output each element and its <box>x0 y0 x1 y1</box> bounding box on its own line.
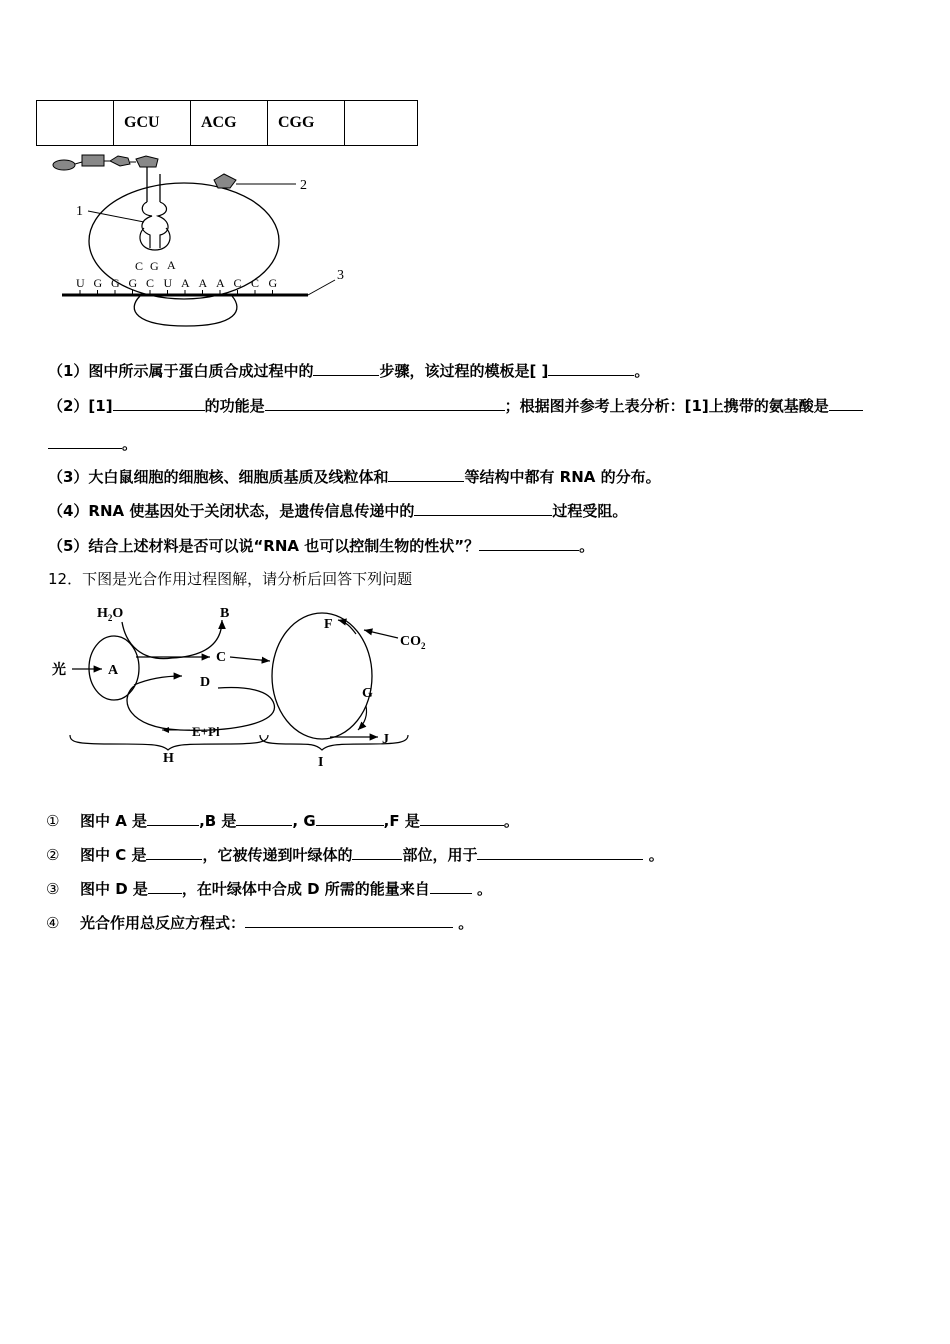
label-2: 2 <box>300 178 307 193</box>
co2-label: $CO_2$ <box>400 634 426 651</box>
question-text: 过程受阻。 <box>552 502 628 520</box>
subquestion-3 <box>46 878 492 899</box>
subquestion-number: ③ <box>46 880 60 898</box>
anticodon-base: A <box>167 258 176 272</box>
answer-blank[interactable] <box>113 396 205 411</box>
label-h: H <box>163 751 174 766</box>
translation-diagram <box>40 150 370 335</box>
question-2 <box>48 395 863 416</box>
question-text: 的功能是 <box>204 397 265 415</box>
question-text: 图中 A 是 <box>80 812 148 830</box>
table-cell <box>37 101 114 146</box>
question-text: （3）大白鼠细胞的细胞核、细胞质基质及线粒体和 <box>48 468 389 486</box>
subquestion-2 <box>46 844 664 865</box>
answer-blank[interactable] <box>829 396 863 411</box>
mrna-base: G <box>93 276 103 290</box>
question-text: 。 <box>579 537 595 555</box>
question-text: 。 <box>634 362 650 380</box>
question-text: 。 <box>471 880 493 898</box>
calvin-cycle <box>272 613 372 739</box>
label-i: I <box>318 755 324 770</box>
label-1: 1 <box>76 204 83 219</box>
answer-blank[interactable] <box>388 467 464 482</box>
answer-blank[interactable] <box>146 845 202 860</box>
subquestion-number: ① <box>46 812 60 830</box>
question-1 <box>48 360 649 381</box>
free-amino-acid <box>214 174 236 188</box>
label-a: A <box>108 663 119 678</box>
label-f: F <box>324 617 333 632</box>
question-3 <box>48 466 661 487</box>
question-text: ,B 是 <box>199 812 237 830</box>
mrna-base: U <box>76 276 85 290</box>
label-d: D <box>200 675 211 690</box>
question-text: , G <box>292 812 316 830</box>
question-text: 部位，用于 <box>402 846 478 864</box>
label-e-pi: E+Pi <box>192 724 220 739</box>
mrna-base: G <box>128 276 138 290</box>
anticodon-base: C <box>135 259 144 273</box>
answer-blank[interactable] <box>265 396 505 411</box>
question-text: ，在叶绿体中合成 D 所需的能量来自 <box>181 880 430 898</box>
question-text: ，它被传递到叶绿体的 <box>202 846 353 864</box>
question-text: ,F 是 <box>383 812 420 830</box>
question-text: 等结构中都有 RNA 的分布。 <box>464 468 661 486</box>
label-j: J <box>382 732 389 747</box>
mrna-base: G <box>268 276 278 290</box>
question-text: （5）结合上述材料是否可以说“RNA 也可以控制生物的性状”？ <box>48 537 480 555</box>
answer-blank[interactable] <box>479 536 579 551</box>
question-text: 。 <box>453 914 474 932</box>
label-c: C <box>216 650 227 665</box>
answer-blank[interactable] <box>313 361 379 376</box>
mrna-base: C <box>251 276 260 290</box>
answer-blank[interactable] <box>148 879 182 894</box>
mrna-base: A <box>198 276 208 290</box>
question-text: ；根据图并参考上表分析：[1]上携带的氨基酸是 <box>504 397 829 415</box>
answer-blank[interactable] <box>420 811 504 826</box>
question-text: 。 <box>122 435 138 453</box>
label-b: B <box>220 606 230 621</box>
h2o-label: $H_2O$ <box>97 606 124 623</box>
amino-acid-3 <box>110 156 130 166</box>
answer-blank[interactable] <box>316 811 384 826</box>
mrna-base: C <box>233 276 242 290</box>
amino-acid-1 <box>53 160 75 170</box>
table-cell: CGG <box>268 101 345 146</box>
answer-blank[interactable] <box>236 811 292 826</box>
question-4 <box>48 500 627 521</box>
answer-blank[interactable] <box>548 361 634 376</box>
question-2-cont <box>48 433 137 454</box>
question-text: 光合作用总反应方程式： <box>80 914 246 932</box>
ribosome-small-subunit <box>134 296 237 326</box>
question-text: 图中 C 是 <box>80 846 147 864</box>
question-text: （2）[1] <box>48 397 113 415</box>
question-text: （1）图中所示属于蛋白质合成过程中的 <box>48 362 314 380</box>
table-cell: ACG <box>191 101 268 146</box>
question-text: 步骤，该过程的模板是[ ] <box>379 362 549 380</box>
mrna-base: G <box>111 276 120 290</box>
question-12-title: 12．下图是光合作用过程图解，请分析后回答下列问题 <box>48 570 413 588</box>
table-row <box>37 101 418 146</box>
mrna-base: C <box>146 276 155 290</box>
table-cell <box>345 101 418 146</box>
answer-blank[interactable] <box>147 811 199 826</box>
question-text: 。 <box>643 846 664 864</box>
subquestion-number: ④ <box>46 914 60 932</box>
label-g: G <box>362 686 373 701</box>
label-3: 3 <box>337 268 344 283</box>
question-5 <box>48 535 594 556</box>
photosynthesis-diagram <box>50 600 450 775</box>
mrna-base: U <box>163 276 173 290</box>
answer-blank[interactable] <box>245 913 453 928</box>
question-text: 。 <box>503 812 519 830</box>
answer-blank[interactable] <box>430 879 472 894</box>
light-label: 光 <box>52 663 66 678</box>
codon-table <box>36 100 418 146</box>
subquestion-1 <box>46 810 519 831</box>
amino-acid-4 <box>136 156 158 167</box>
subquestion-4 <box>46 912 473 933</box>
table-cell: GCU <box>114 101 191 146</box>
anticodon-base: G <box>150 259 159 273</box>
mrna-base: A <box>181 276 190 290</box>
answer-blank[interactable] <box>48 434 122 449</box>
answer-blank[interactable] <box>352 845 402 860</box>
question-text: （4）RNA 使基因处于关闭状态，是遗传信息传递中的 <box>48 502 415 520</box>
answer-blank[interactable] <box>414 501 552 516</box>
question-text: 图中 D 是 <box>80 880 148 898</box>
brace-h <box>70 735 268 750</box>
mrna-base: A <box>216 276 225 290</box>
subquestion-number: ② <box>46 846 60 864</box>
amino-acid-2 <box>82 155 104 166</box>
trna <box>142 202 168 248</box>
answer-blank[interactable] <box>477 845 643 860</box>
